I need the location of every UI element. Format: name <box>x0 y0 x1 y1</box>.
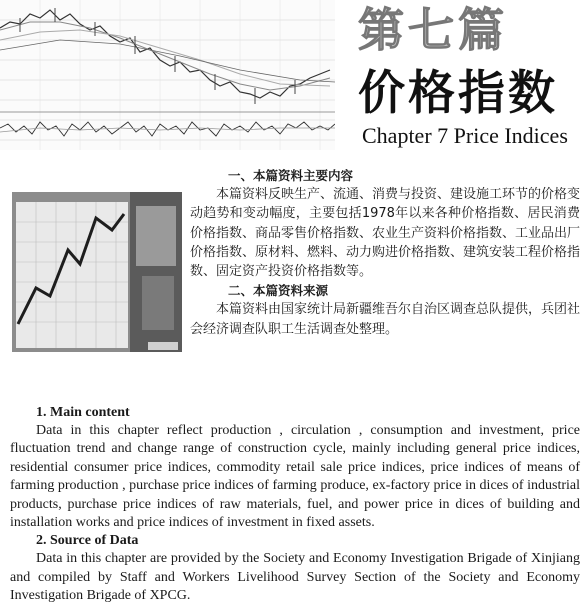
cn-main-content-heading: 一、本篇资料主要内容 <box>228 168 354 183</box>
cn-main-content-text: 本篇资料反映生产、流通、消费与投资、建设施工环节的价格变动趋势和变动幅度，主要包括1978年以来各种价格指数、居民消费价格指数、商品零售价格指数、农业生产资料价格指数、工业品出厂价格指数、原材料、燃料、动力购进价格指数、建筑安装工程价格指数、固定资产投资价格指数等。 <box>190 187 581 280</box>
chinese-text-section <box>190 166 580 339</box>
en-main-content-heading: 1. Main content <box>36 405 130 420</box>
stock-price-chart-image <box>0 0 335 150</box>
chapter-title-english: Chapter 7 Price Indices <box>362 123 568 148</box>
en-data-source-heading: 2. Source of Data <box>36 533 139 549</box>
index-chart-photo <box>12 192 182 352</box>
cn-data-source-text: 本篇资料由国家统计局新疆维吾尔自治区调查总队提供，兵团社会经济调查队职工生活调查处整理。 <box>190 302 581 337</box>
english-text-section <box>10 404 580 606</box>
cn-data-source-heading: 二、本篇资料来源 <box>228 283 329 299</box>
en-data-source-text: Data in this chapter are provided by the Society and Economy Investigation Brigade of Xinjiang and compiled by Staff and Workers Livelihood Survey Section of the Society and Economy Investigation Brigade of XPCG. <box>10 551 580 604</box>
en-main-content-text: Data in this chapter reflect production , circulation , consumption and investment, price fluctuation trend and change range of construction cycle, mainly including general price indices, residential consumer price indices, commodity retail sale price indices, price indices of means of farming production , purchase price indices of farming produce, ex-factory price in dices of industrial products, purchase price indices of raw materials, fuel, and power price in dices of building and installation works and price indices of investment in fixed assets. <box>10 423 580 531</box>
chapter-title-chinese: 价格指数 <box>358 66 558 121</box>
chapter-number: 第七篇 <box>358 3 508 57</box>
